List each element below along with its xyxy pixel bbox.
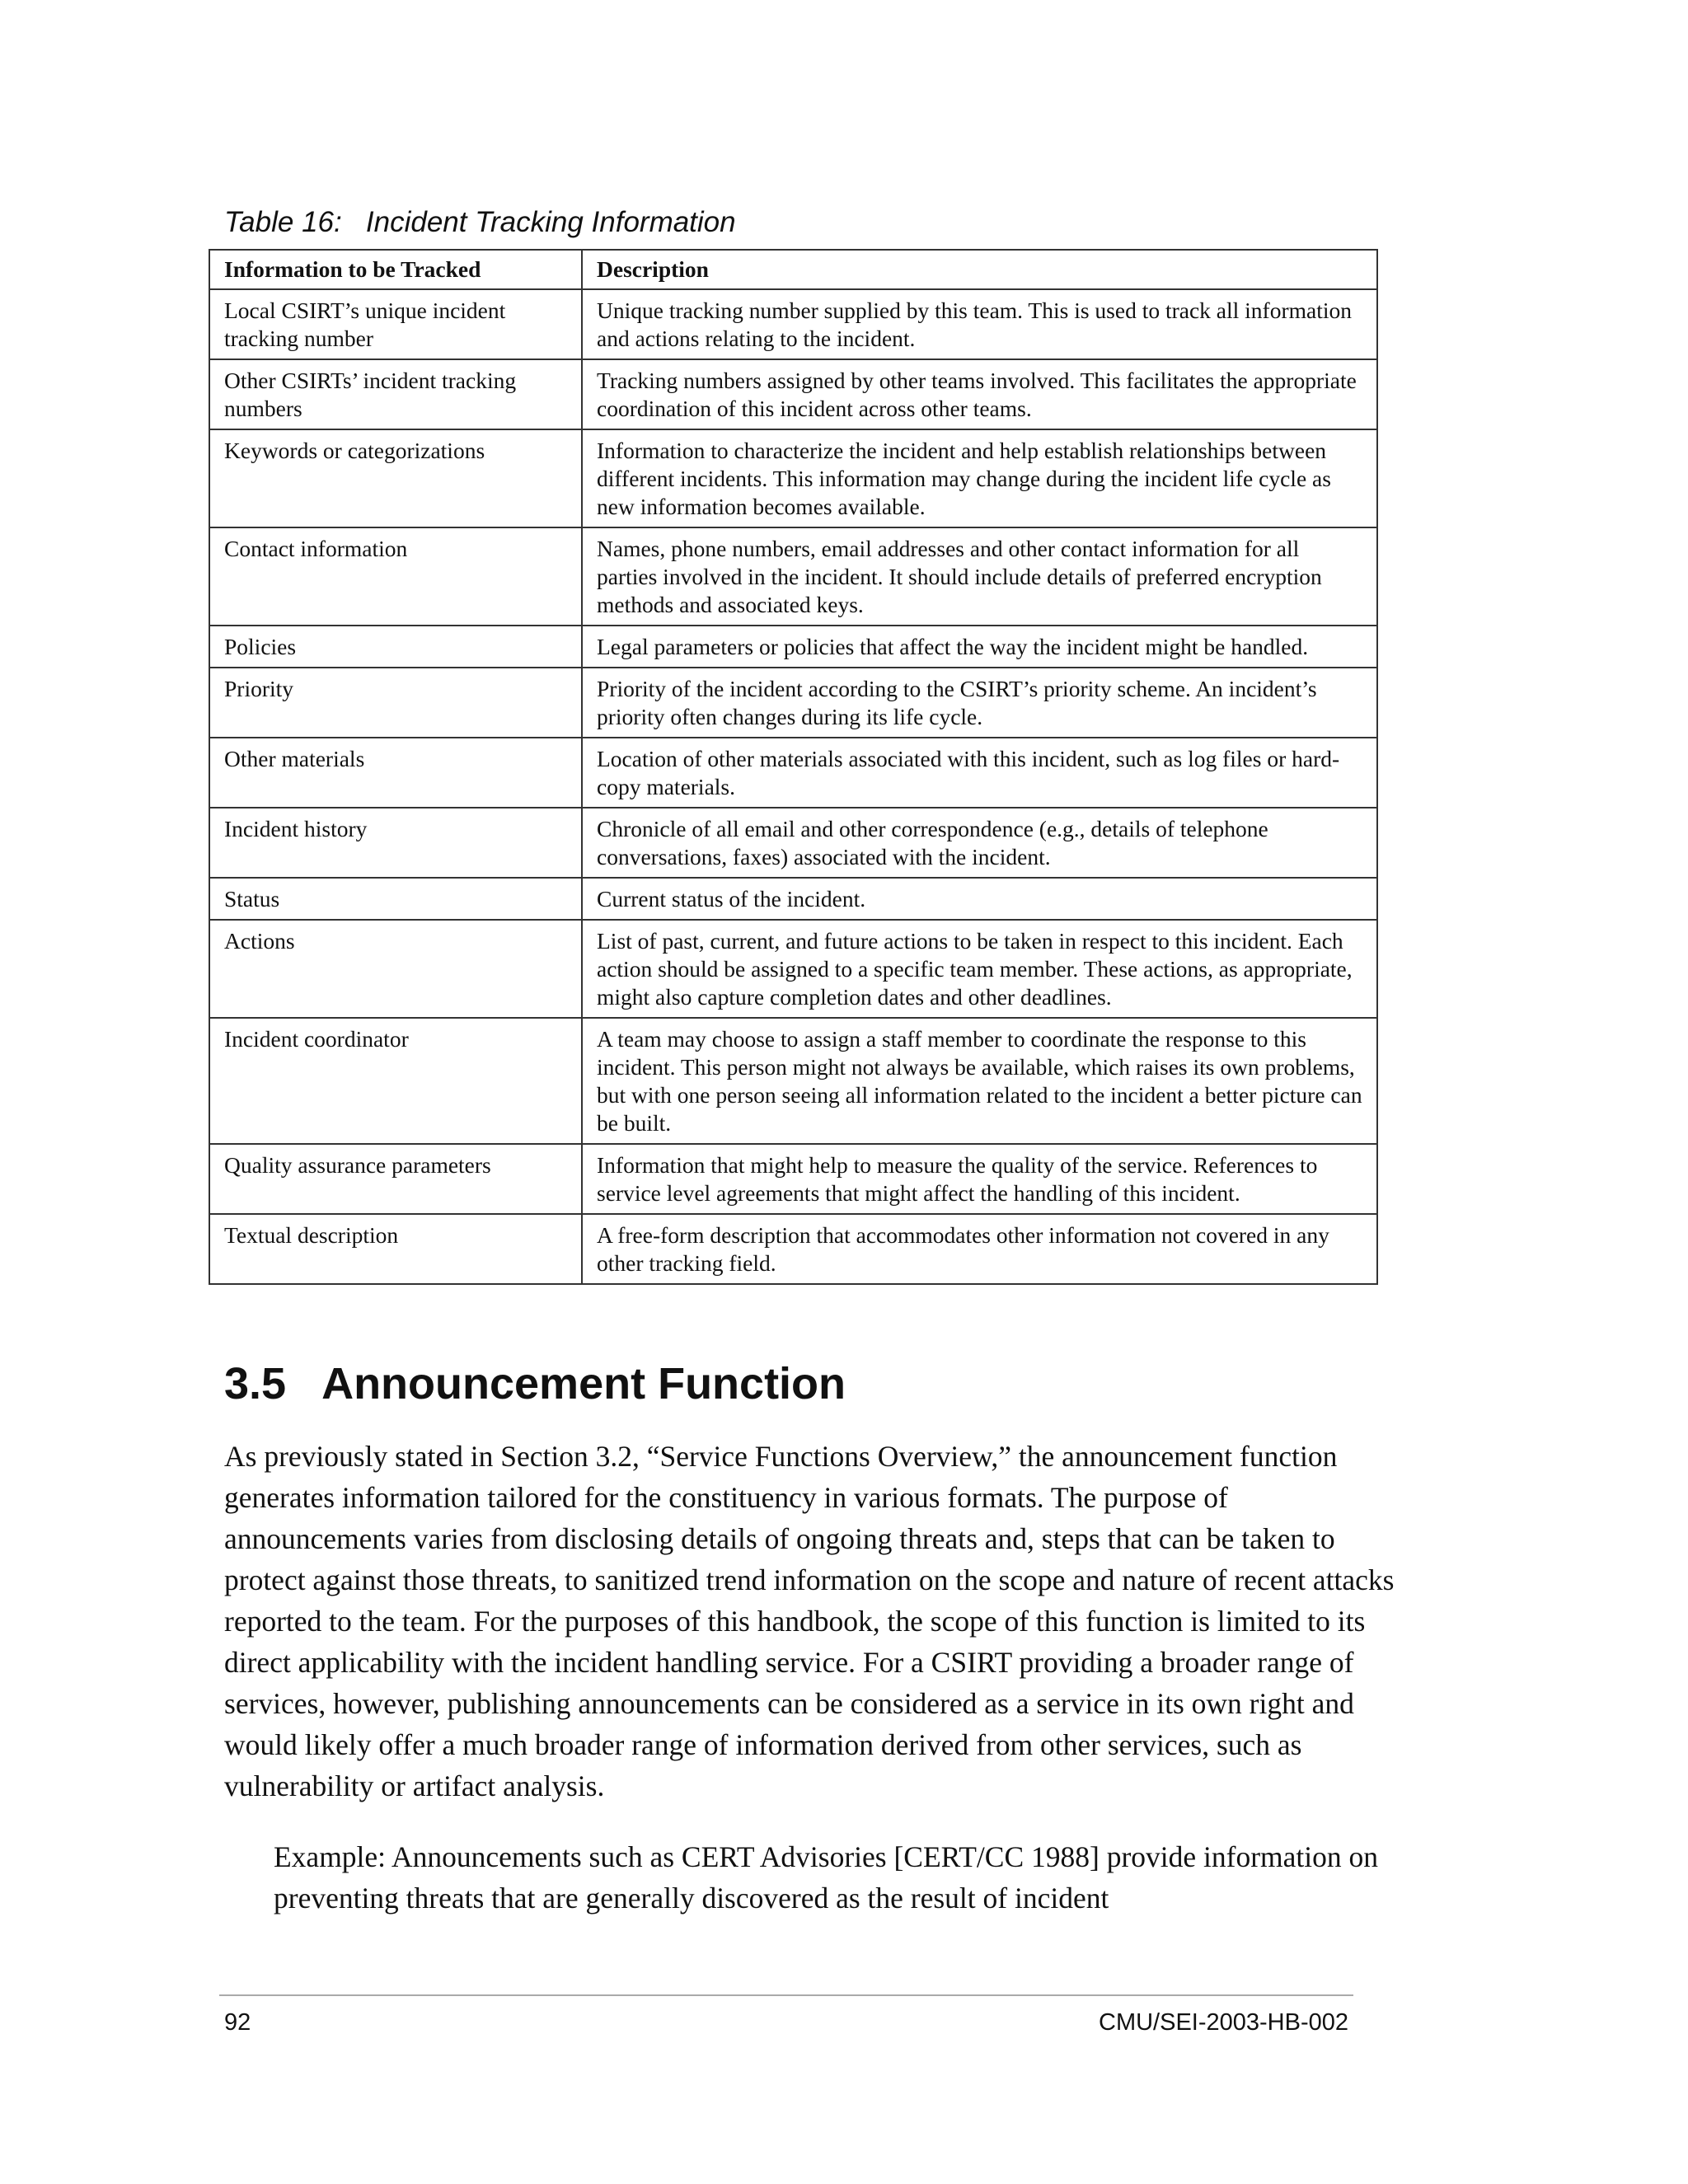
tracked-info-cell: Textual description [209, 1214, 582, 1284]
table-row [209, 429, 1377, 527]
tracked-info-cell: Other materials [209, 738, 582, 808]
tracked-info-cell: Policies [209, 626, 582, 668]
description-cell: Information to characterize the incident and help establish relationships between different incidents. This information may change during the incident life cycle as new information becomes available. [582, 429, 1377, 527]
description-cell: Names, phone numbers, email addresses and other contact information for all parties involved in the incident. It should include details of preferred encryption methods and associated keys. [582, 527, 1377, 626]
table-row [209, 920, 1377, 1018]
description-cell: Unique tracking number supplied by this team. This is used to track all information and actions relating to the incident. [582, 289, 1377, 359]
table-row [209, 1144, 1377, 1214]
table-caption: Table 16: Incident Tracking Information [224, 206, 736, 238]
tracked-info-cell: Local CSIRT’s unique incident tracking number [209, 289, 582, 359]
description-cell: Legal parameters or policies that affect the way the incident might be handled. [582, 626, 1377, 668]
example-paragraph: Example: Announcements such as CERT Advisories [CERT/CC 1988] provide information on preventing threats that are generally discovered as the result of incident [274, 1840, 1378, 1915]
table-row [209, 668, 1377, 738]
table-row [209, 359, 1377, 429]
description-cell: Location of other materials associated with this incident, such as log files or hard-copy materials. [582, 738, 1377, 808]
description-cell: Current status of the incident. [582, 878, 1377, 920]
incident-tracking-table [209, 249, 1378, 1285]
tracked-info-cell: Incident history [209, 808, 582, 878]
tracked-info-cell: Other CSIRTs’ incident tracking numbers [209, 359, 582, 429]
table-header-row [209, 250, 1377, 289]
tracked-info-cell: Quality assurance parameters [209, 1144, 582, 1214]
tracked-info-cell: Incident coordinator [209, 1018, 582, 1144]
table-row [209, 738, 1377, 808]
table-row [209, 527, 1377, 626]
section-heading: 3.5 Announcement Function [224, 1359, 846, 1408]
table-row [209, 878, 1377, 920]
tracked-info-cell: Priority [209, 668, 582, 738]
description-cell: Information that might help to measure the quality of the service. References to service level agreements that might affect the handling of this incident. [582, 1144, 1377, 1214]
description-cell: Tracking numbers assigned by other teams involved. This facilitates the appropriate coordination of this incident across other teams. [582, 359, 1377, 429]
tracked-info-cell: Status [209, 878, 582, 920]
table-row [209, 626, 1377, 668]
report-id: CMU/SEI-2003-HB-002 [1099, 2009, 1348, 2036]
table-row [209, 1214, 1377, 1284]
description-cell: A team may choose to assign a staff member to coordinate the response to this incident. This person might not always be available, which raises its own problems, but with one person seeing all information related to the incident a better picture can be built. [582, 1018, 1377, 1144]
description-cell: Priority of the incident according to the CSIRT’s priority scheme. An incident’s priority often changes during its life cycle. [582, 668, 1377, 738]
table-row [209, 1018, 1377, 1144]
page-number: 92 [224, 2009, 251, 2036]
body-paragraph: As previously stated in Section 3.2, “Service Functions Overview,” the announcement function generates information tailored for the constituency in various formats. The purpose of announcements varies from disclosing details of ongoing threats and, steps that can be taken to protect against those threats, to sanitized trend information on the scope and nature of recent attacks reported to the team. For the purposes of this handbook, the scope of this function is limited to its direct applicability with the incident handling service. For a CSIRT providing a broader range of services, however, publishing announcements can be considered as a service in its own right and would likely offer a much broader range of information derived from other services, such as vulnerability or artifact analysis. [224, 1440, 1395, 1802]
description-cell: Chronicle of all email and other correspondence (e.g., details of telephone conversations, faxes) associated with the incident. [582, 808, 1377, 878]
table-row [209, 289, 1377, 359]
description-cell: List of past, current, and future actions to be taken in respect to this incident. Each action should be assigned to a specific team member. These actions, as appropriate, might also capture completion dates and other deadlines. [582, 920, 1377, 1018]
footer-divider [219, 1994, 1353, 1996]
description-cell: A free-form description that accommodates other information not covered in any other tracking field. [582, 1214, 1377, 1284]
tracked-info-cell: Contact information [209, 527, 582, 626]
column-header-description: Description [582, 250, 1377, 289]
tracked-info-cell: Actions [209, 920, 582, 1018]
column-header-info: Information to be Tracked [209, 250, 582, 289]
table-row [209, 808, 1377, 878]
tracked-info-cell: Keywords or categorizations [209, 429, 582, 527]
